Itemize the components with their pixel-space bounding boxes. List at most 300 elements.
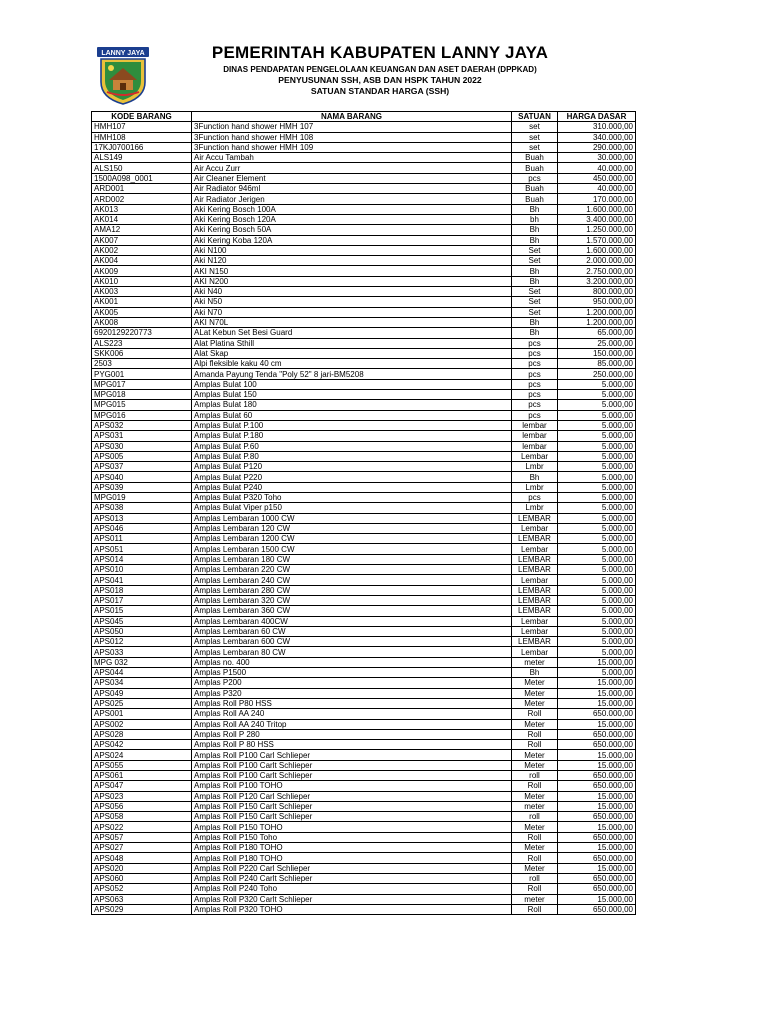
table-row	[92, 390, 636, 400]
cell-satuan: LEMBAR	[512, 554, 558, 564]
cell-kode: APS040	[92, 472, 192, 482]
cell-kode: APS063	[92, 894, 192, 904]
cell-satuan: Buah	[512, 163, 558, 173]
table-row	[92, 688, 636, 698]
table-header-row	[92, 112, 636, 122]
cell-satuan: Lembar	[512, 616, 558, 626]
cell-harga: 5.000,00	[558, 482, 636, 492]
cell-kode: APS038	[92, 503, 192, 513]
cell-kode: APS057	[92, 832, 192, 842]
cell-harga: 85.000,00	[558, 359, 636, 369]
cell-harga: 650.000,00	[558, 832, 636, 842]
cell-satuan: lembar	[512, 431, 558, 441]
cell-satuan: lembar	[512, 420, 558, 430]
table-row	[92, 863, 636, 873]
cell-kode: APS028	[92, 729, 192, 739]
table-row	[92, 595, 636, 605]
cell-harga: 15.000,00	[558, 863, 636, 873]
cell-satuan: roll	[512, 873, 558, 883]
cell-kode: APS058	[92, 812, 192, 822]
cell-satuan: Meter	[512, 688, 558, 698]
cell-kode: MPG018	[92, 390, 192, 400]
cell-harga: 1.200.000,00	[558, 307, 636, 317]
cell-satuan: meter	[512, 894, 558, 904]
cell-nama: Amplas Roll P150 Toho	[192, 832, 512, 842]
table-row	[92, 338, 636, 348]
cell-harga: 290.000,00	[558, 142, 636, 152]
cell-satuan: Bh	[512, 225, 558, 235]
column-header-nama: NAMA BARANG	[192, 112, 512, 122]
cell-nama: Aki Kering Bosch 50A	[192, 225, 512, 235]
table-row	[92, 585, 636, 595]
cell-satuan: Lmbr	[512, 503, 558, 513]
svg-text:LANNY JAYA: LANNY JAYA	[101, 50, 145, 57]
cell-kode: AK010	[92, 276, 192, 286]
cell-kode: APS032	[92, 420, 192, 430]
table-row	[92, 122, 636, 132]
cell-kode: AK001	[92, 297, 192, 307]
cell-nama: Amplas Roll P120 Carl Schlieper	[192, 791, 512, 801]
table-row	[92, 410, 636, 420]
cell-kode: APS001	[92, 709, 192, 719]
cell-harga: 15.000,00	[558, 657, 636, 667]
table-row	[92, 565, 636, 575]
cell-kode: MPG016	[92, 410, 192, 420]
cell-nama: Amplas Roll P320 Carlt Schlieper	[192, 894, 512, 904]
cell-satuan: Meter	[512, 678, 558, 688]
cell-satuan: Roll	[512, 740, 558, 750]
cell-nama: 3Function hand shower HMH 108	[192, 132, 512, 142]
cell-harga: 5.000,00	[558, 410, 636, 420]
cell-satuan: Set	[512, 245, 558, 255]
table-row	[92, 873, 636, 883]
table-row	[92, 287, 636, 297]
table-row	[92, 503, 636, 513]
column-header-satuan: SATUAN	[512, 112, 558, 122]
cell-harga: 170.000,00	[558, 194, 636, 204]
table-row	[92, 204, 636, 214]
cell-harga: 5.000,00	[558, 637, 636, 647]
cell-nama: Amplas Lembaran 600 CW	[192, 637, 512, 647]
cell-kode: APS029	[92, 904, 192, 914]
table-row	[92, 266, 636, 276]
cell-satuan: Bh	[512, 668, 558, 678]
table-row	[92, 791, 636, 801]
cell-harga: 150.000,00	[558, 348, 636, 358]
cell-nama: Amplas Bulat 100	[192, 379, 512, 389]
cell-harga: 5.000,00	[558, 431, 636, 441]
column-header-kode: KODE BARANG	[92, 112, 192, 122]
lanny-jaya-emblem-icon	[95, 46, 151, 106]
cell-nama: Amplas Lembaran 220 CW	[192, 565, 512, 575]
cell-harga: 15.000,00	[558, 760, 636, 770]
table-row	[92, 884, 636, 894]
cell-kode: 6920129220773	[92, 328, 192, 338]
cell-satuan: set	[512, 122, 558, 132]
cell-satuan: Lmbr	[512, 482, 558, 492]
cell-kode: APS050	[92, 626, 192, 636]
cell-nama: Aki N50	[192, 297, 512, 307]
cell-satuan: pcs	[512, 359, 558, 369]
cell-harga: 650.000,00	[558, 709, 636, 719]
cell-satuan: Meter	[512, 750, 558, 760]
cell-nama: Amplas Roll P180 TOHO	[192, 843, 512, 853]
cell-satuan: Set	[512, 297, 558, 307]
cell-nama: Amanda Payung Tenda "Poly 52" 8 jari-BM5208	[192, 369, 512, 379]
cell-nama: Aki N70	[192, 307, 512, 317]
column-header-harga: HARGA DASAR	[558, 112, 636, 122]
cell-kode: MPG 032	[92, 657, 192, 667]
cell-kode: 2503	[92, 359, 192, 369]
cell-kode: APS014	[92, 554, 192, 564]
cell-kode: HMH108	[92, 132, 192, 142]
cell-kode: AK005	[92, 307, 192, 317]
cell-nama: Amplas Roll P100 TOHO	[192, 781, 512, 791]
cell-satuan: Lembar	[512, 523, 558, 533]
cell-harga: 5.000,00	[558, 523, 636, 533]
cell-harga: 1.200.000,00	[558, 317, 636, 327]
cell-kode: APS012	[92, 637, 192, 647]
cell-kode: APS060	[92, 873, 192, 883]
cell-nama: Amplas Bulat Viper p150	[192, 503, 512, 513]
cell-satuan: roll	[512, 812, 558, 822]
cell-nama: Amplas Bulat P120	[192, 462, 512, 472]
table-row	[92, 214, 636, 224]
cell-nama: Amplas Lembaran 360 CW	[192, 606, 512, 616]
cell-nama: Amplas Roll AA 240	[192, 709, 512, 719]
cell-nama: Amplas P320	[192, 688, 512, 698]
cell-kode: APS041	[92, 575, 192, 585]
table-row	[92, 173, 636, 183]
cell-harga: 5.000,00	[558, 626, 636, 636]
cell-kode: APS052	[92, 884, 192, 894]
table-row	[92, 513, 636, 523]
cell-harga: 5.000,00	[558, 616, 636, 626]
cell-kode: APS056	[92, 801, 192, 811]
table-row	[92, 616, 636, 626]
cell-kode: ALS149	[92, 153, 192, 163]
cell-kode: APS002	[92, 719, 192, 729]
cell-kode: APS017	[92, 595, 192, 605]
cell-kode: APS011	[92, 534, 192, 544]
cell-harga: 1.600.000,00	[558, 204, 636, 214]
table-row	[92, 801, 636, 811]
cell-harga: 30.000,00	[558, 153, 636, 163]
section-subtitle: SATUAN STANDAR HARGA (SSH)	[310, 86, 450, 96]
cell-harga: 5.000,00	[558, 534, 636, 544]
table-row	[92, 853, 636, 863]
cell-satuan: Bh	[512, 276, 558, 286]
cell-harga: 65.000,00	[558, 328, 636, 338]
cell-harga: 650.000,00	[558, 729, 636, 739]
cell-kode: APS044	[92, 668, 192, 678]
cell-harga: 5.000,00	[558, 606, 636, 616]
table-row	[92, 132, 636, 142]
cell-satuan: Meter	[512, 822, 558, 832]
cell-nama: ALat Kebun Set Besi Guard	[192, 328, 512, 338]
table-row	[92, 245, 636, 255]
cell-nama: Amplas Lembaran 1000 CW	[192, 513, 512, 523]
cell-harga: 5.000,00	[558, 390, 636, 400]
cell-nama: Amplas Lembaran 1500 CW	[192, 544, 512, 554]
table-row	[92, 740, 636, 750]
cell-kode: APS022	[92, 822, 192, 832]
cell-harga: 2.750.000,00	[558, 266, 636, 276]
cell-kode: APS005	[92, 451, 192, 461]
cell-kode: APS045	[92, 616, 192, 626]
cell-kode: AMA12	[92, 225, 192, 235]
cell-harga: 15.000,00	[558, 791, 636, 801]
cell-harga: 5.000,00	[558, 647, 636, 657]
table-row	[92, 832, 636, 842]
table-row	[92, 894, 636, 904]
cell-kode: MPG019	[92, 492, 192, 502]
cell-kode: APS046	[92, 523, 192, 533]
table-row	[92, 235, 636, 245]
cell-kode: APS010	[92, 565, 192, 575]
table-row	[92, 225, 636, 235]
table-row	[92, 276, 636, 286]
table-row	[92, 451, 636, 461]
cell-kode: APS039	[92, 482, 192, 492]
cell-kode: ALS223	[92, 338, 192, 348]
cell-harga: 15.000,00	[558, 843, 636, 853]
cell-kode: APS018	[92, 585, 192, 595]
table-row	[92, 904, 636, 914]
department-subtitle: DINAS PENDAPATAN PENGELOLAAN KEUANGAN DAN ASET DAERAH (DPPKAD)	[223, 65, 537, 74]
cell-nama: Amplas Bulat 150	[192, 390, 512, 400]
cell-nama: Amplas Lembaran 120 CW	[192, 523, 512, 533]
cell-nama: Aki N100	[192, 245, 512, 255]
cell-satuan: Bh	[512, 204, 558, 214]
table-row	[92, 317, 636, 327]
cell-nama: Amplas Bulat 180	[192, 400, 512, 410]
table-row	[92, 626, 636, 636]
cell-harga: 1.250.000,00	[558, 225, 636, 235]
cell-nama: Aki N40	[192, 287, 512, 297]
cell-harga: 5.000,00	[558, 441, 636, 451]
cell-harga: 5.000,00	[558, 379, 636, 389]
cell-nama: Amplas no. 400	[192, 657, 512, 667]
cell-kode: MPG017	[92, 379, 192, 389]
cell-nama: Amplas Roll P240 Toho	[192, 884, 512, 894]
cell-nama: Amplas Roll P240 Carlt Schlieper	[192, 873, 512, 883]
cell-harga: 25.000,00	[558, 338, 636, 348]
cell-satuan: lembar	[512, 441, 558, 451]
cell-kode: AK007	[92, 235, 192, 245]
cell-harga: 5.000,00	[558, 420, 636, 430]
cell-satuan: LEMBAR	[512, 565, 558, 575]
cell-kode: APS034	[92, 678, 192, 688]
cell-satuan: Set	[512, 287, 558, 297]
cell-kode: ARD002	[92, 194, 192, 204]
cell-satuan: Lembar	[512, 626, 558, 636]
table-row	[92, 369, 636, 379]
cell-satuan: Set	[512, 256, 558, 266]
cell-harga: 1.600.000,00	[558, 245, 636, 255]
cell-nama: Amplas Lembaran 400CW	[192, 616, 512, 626]
cell-kode: PYG001	[92, 369, 192, 379]
cell-satuan: LEMBAR	[512, 606, 558, 616]
cell-harga: 15.000,00	[558, 719, 636, 729]
cell-harga: 950.000,00	[558, 297, 636, 307]
cell-satuan: Roll	[512, 853, 558, 863]
cell-satuan: Bh	[512, 317, 558, 327]
cell-satuan: pcs	[512, 390, 558, 400]
cell-harga: 15.000,00	[558, 698, 636, 708]
cell-nama: AKI N150	[192, 266, 512, 276]
cell-nama: Amplas Bulat P220	[192, 472, 512, 482]
cell-kode: APS042	[92, 740, 192, 750]
table-row	[92, 431, 636, 441]
cell-harga: 5.000,00	[558, 565, 636, 575]
table-row	[92, 554, 636, 564]
cell-harga: 5.000,00	[558, 462, 636, 472]
table-row	[92, 843, 636, 853]
cell-nama: Amplas Lembaran 240 CW	[192, 575, 512, 585]
cell-nama: Amplas P1500	[192, 668, 512, 678]
cell-satuan: LEMBAR	[512, 513, 558, 523]
table-row	[92, 492, 636, 502]
cell-harga: 650.000,00	[558, 853, 636, 863]
cell-satuan: Meter	[512, 760, 558, 770]
cell-kode: APS013	[92, 513, 192, 523]
cell-satuan: Meter	[512, 863, 558, 873]
cell-nama: Amplas Lembaran 180 CW	[192, 554, 512, 564]
cell-harga: 5.000,00	[558, 595, 636, 605]
table-row	[92, 420, 636, 430]
cell-kode: AK009	[92, 266, 192, 276]
cell-nama: Aki N120	[192, 256, 512, 266]
cell-kode: APS047	[92, 781, 192, 791]
cell-kode: APS037	[92, 462, 192, 472]
cell-kode: SKK006	[92, 348, 192, 358]
table-row	[92, 647, 636, 657]
cell-harga: 650.000,00	[558, 904, 636, 914]
cell-satuan: pcs	[512, 410, 558, 420]
table-row	[92, 822, 636, 832]
cell-satuan: meter	[512, 657, 558, 667]
cell-satuan: pcs	[512, 338, 558, 348]
cell-harga: 5.000,00	[558, 503, 636, 513]
table-row	[92, 750, 636, 760]
cell-satuan: pcs	[512, 379, 558, 389]
cell-nama: 3Function hand shower HMH 107	[192, 122, 512, 132]
cell-kode: 1500A098_0001	[92, 173, 192, 183]
cell-harga: 15.000,00	[558, 894, 636, 904]
cell-kode: APS024	[92, 750, 192, 760]
cell-kode: ARD001	[92, 184, 192, 194]
cell-satuan: LEMBAR	[512, 637, 558, 647]
cell-nama: 3Function hand shower HMH 109	[192, 142, 512, 152]
cell-harga: 5.000,00	[558, 544, 636, 554]
cell-nama: Air Accu Tambah	[192, 153, 512, 163]
table-row	[92, 678, 636, 688]
cell-satuan: Lembar	[512, 647, 558, 657]
table-row	[92, 163, 636, 173]
table-row	[92, 379, 636, 389]
table-row	[92, 348, 636, 358]
cell-satuan: Roll	[512, 709, 558, 719]
cell-nama: Amplas Bulat P320 Toho	[192, 492, 512, 502]
cell-harga: 5.000,00	[558, 668, 636, 678]
cell-nama: Amplas Roll P100 Carlt Schlieper	[192, 760, 512, 770]
cell-nama: Amplas Roll AA 240 Tritop	[192, 719, 512, 729]
cell-harga: 5.000,00	[558, 554, 636, 564]
cell-nama: Amplas Roll P180 TOHO	[192, 853, 512, 863]
cell-kode: APS049	[92, 688, 192, 698]
cell-nama: Amplas P200	[192, 678, 512, 688]
cell-harga: 250.000,00	[558, 369, 636, 379]
cell-harga: 650.000,00	[558, 812, 636, 822]
cell-satuan: Meter	[512, 843, 558, 853]
cell-kode: APS023	[92, 791, 192, 801]
cell-satuan: set	[512, 142, 558, 152]
cell-kode: AK008	[92, 317, 192, 327]
table-row	[92, 184, 636, 194]
cell-kode: 17KJ0700166	[92, 142, 192, 152]
cell-satuan: Meter	[512, 719, 558, 729]
program-subtitle: PENYUSUNAN SSH, ASB DAN HSPK TAHUN 2022	[278, 75, 482, 85]
cell-harga: 5.000,00	[558, 575, 636, 585]
cell-satuan: Roll	[512, 884, 558, 894]
cell-kode: APS055	[92, 760, 192, 770]
cell-kode: APS015	[92, 606, 192, 616]
cell-satuan: Buah	[512, 153, 558, 163]
cell-satuan: Bh	[512, 235, 558, 245]
cell-satuan: pcs	[512, 173, 558, 183]
table-row	[92, 771, 636, 781]
cell-kode: AK013	[92, 204, 192, 214]
table-row	[92, 812, 636, 822]
cell-satuan: bh	[512, 214, 558, 224]
cell-kode: APS033	[92, 647, 192, 657]
cell-nama: Amplas Roll P150 Carlt Schlieper	[192, 801, 512, 811]
cell-satuan: Buah	[512, 194, 558, 204]
table-row	[92, 400, 636, 410]
cell-nama: Aki Kering Koba 120A	[192, 235, 512, 245]
cell-nama: Amplas Lembaran 280 CW	[192, 585, 512, 595]
cell-harga: 310.000,00	[558, 122, 636, 132]
table-row	[92, 462, 636, 472]
cell-kode: APS048	[92, 853, 192, 863]
cell-nama: Amplas Lembaran 1200 CW	[192, 534, 512, 544]
cell-kode: APS025	[92, 698, 192, 708]
cell-harga: 5.000,00	[558, 451, 636, 461]
cell-harga: 15.000,00	[558, 688, 636, 698]
cell-nama: Amplas Bulat 60	[192, 410, 512, 420]
cell-harga: 450.000,00	[558, 173, 636, 183]
cell-harga: 15.000,00	[558, 750, 636, 760]
cell-kode: APS030	[92, 441, 192, 451]
cell-nama: Air Radiator Jerigen	[192, 194, 512, 204]
cell-kode: AK002	[92, 245, 192, 255]
cell-nama: Amplas Lembaran 320 CW	[192, 595, 512, 605]
table-row	[92, 781, 636, 791]
cell-harga: 650.000,00	[558, 873, 636, 883]
cell-harga: 650.000,00	[558, 781, 636, 791]
table-body	[92, 122, 636, 915]
cell-harga: 5.000,00	[558, 585, 636, 595]
cell-kode: AK014	[92, 214, 192, 224]
cell-kode: HMH107	[92, 122, 192, 132]
document-header	[0, 40, 768, 106]
price-standard-table	[91, 111, 636, 915]
table-row	[92, 482, 636, 492]
table-row	[92, 256, 636, 266]
cell-satuan: roll	[512, 771, 558, 781]
cell-harga: 3.200.000,00	[558, 276, 636, 286]
